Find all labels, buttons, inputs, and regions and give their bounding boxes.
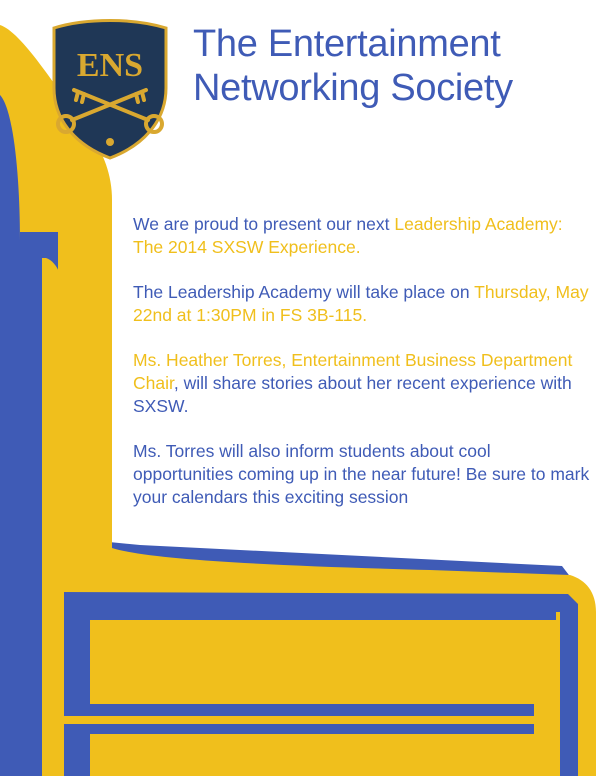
- yellow-stripe-bottom: [64, 716, 534, 724]
- crest-stud-icon: [106, 138, 114, 146]
- page-title: [193, 22, 513, 110]
- closing-text: Ms. Torres will also inform students about cool opportunities coming up in the near future! Be sure to mark your calendars this exciting session: [133, 441, 590, 507]
- intro-text: We are proud to present our next: [133, 214, 395, 234]
- title-line-2: Networking Society: [193, 67, 513, 109]
- paragraph-when-where: [133, 281, 593, 327]
- crest-shield-icon: [54, 21, 166, 159]
- speaker-highlight: Ms. Heather Torres, Entertainment Business Department Chair: [133, 350, 573, 393]
- paragraph-intro: [133, 213, 593, 259]
- paragraph-speaker: [133, 349, 593, 418]
- paragraph-closing: [133, 440, 593, 509]
- crest-letters: ENS: [76, 47, 144, 84]
- announcement-body: [133, 213, 593, 531]
- title-line-1: The Entertainment: [193, 23, 501, 65]
- date-location-highlight: Thursday, May 22nd at 1:30PM in FS 3B-115.: [133, 282, 589, 325]
- when-intro-text: The Leadership Academy will take place on: [133, 282, 475, 302]
- event-name-highlight: Leadership Academy: The 2014 SXSW Experience.: [133, 214, 563, 257]
- yellow-block-inner: [90, 620, 556, 776]
- speaker-text: , will share stories about her recent experience with SXSW.: [133, 373, 572, 416]
- ens-crest-logo: [46, 14, 174, 162]
